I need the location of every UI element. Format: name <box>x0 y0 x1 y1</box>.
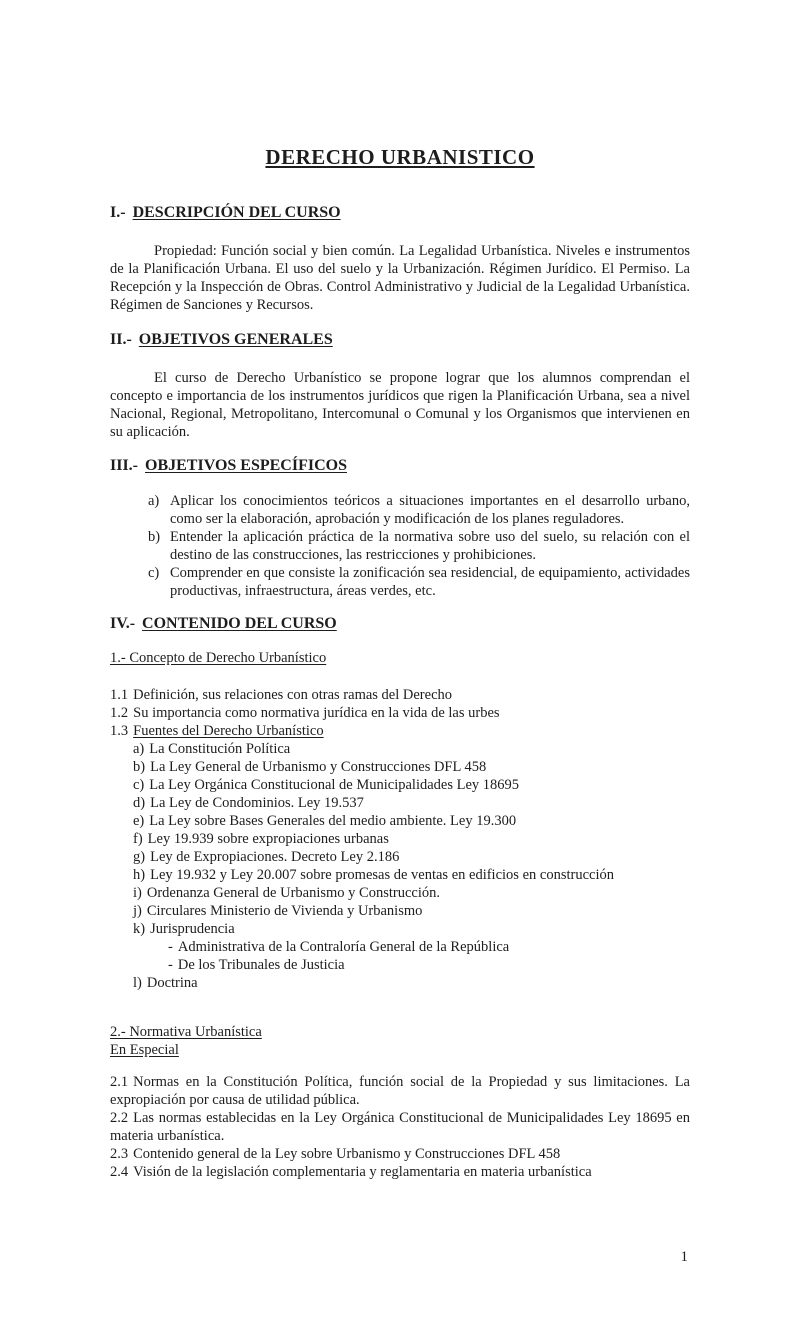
unit2-heading-line1: 2.- Normativa Urbanística <box>110 1024 262 1040</box>
section-heading-objetivos-generales <box>110 330 690 349</box>
item-marker: - <box>168 939 173 955</box>
item-number: 1.3 <box>110 723 129 739</box>
fuente-item <box>133 902 690 920</box>
jurisprudencia-sub-item <box>168 956 690 974</box>
list-item-marker: c) <box>148 565 160 581</box>
item-number: 1.1 <box>110 687 129 703</box>
item-marker: j) <box>133 903 142 919</box>
item-text: La Ley sobre Bases Generales del medio ambiente. Ley 19.300 <box>149 813 517 829</box>
objetivos-especificos-list <box>110 492 690 600</box>
document-title: DERECHO URBANISTICO <box>265 145 535 169</box>
list-item-marker: b) <box>148 529 161 545</box>
numbered-item <box>110 722 690 740</box>
section-number: III.- <box>110 457 139 474</box>
unit1-heading: 1.- Concepto de Derecho Urbanístico <box>110 650 327 666</box>
item-marker: l) <box>133 975 142 991</box>
item-text: Ordenanza General de Urbanismo y Construcción. <box>146 885 440 901</box>
item-text: Su importancia como normativa jurídica en la vida de las urbes <box>133 705 500 721</box>
item-marker: d) <box>133 795 146 811</box>
item-text: Contenido general de la Ley sobre Urbanismo y Construcciones DFL 458 <box>133 1146 561 1162</box>
item-marker: k) <box>133 921 146 937</box>
item-text: La Ley de Condominios. Ley 19.537 <box>150 795 364 811</box>
fuente-item <box>133 740 690 758</box>
item-marker: i) <box>133 885 142 901</box>
jurisprudencia-sub-item <box>168 938 690 956</box>
item-number: 2.4 <box>110 1164 129 1180</box>
numbered-item <box>110 1145 690 1163</box>
section-number: IV.- <box>110 615 136 632</box>
item-text: La Constitución Política <box>149 741 291 757</box>
item-text: Administrativa de la Contraloría General de la República <box>177 939 510 955</box>
numbered-item <box>110 1073 690 1109</box>
item-marker: c) <box>133 777 145 793</box>
item-text: Fuentes del Derecho Urbanístico <box>133 723 324 739</box>
list-item-marker: a) <box>148 493 160 509</box>
item-text: Ley de Expropiaciones. Decreto Ley 2.186 <box>150 849 400 865</box>
list-item-text: Comprender en que consiste la zonificación sea residencial, de equipamiento, actividades productivas, infraestructura, áreas verdes, etc. <box>170 565 690 599</box>
item-text: Ley 19.932 y Ley 20.007 sobre promesas de ventas en edificios en construcción <box>150 867 614 883</box>
unit2-heading-line2: En Especial <box>110 1042 179 1058</box>
item-text: Ley 19.939 sobre expropiaciones urbanas <box>147 831 389 847</box>
section-title: OBJETIVOS GENERALES <box>138 331 333 348</box>
item-text: De los Tribunales de Justicia <box>177 957 345 973</box>
document-content <box>110 146 690 1181</box>
item-marker: b) <box>133 759 146 775</box>
list-item <box>148 528 690 564</box>
item-text: Definición, sus relaciones con otras ramas del Derecho <box>133 687 453 703</box>
item-marker: h) <box>133 867 146 883</box>
item-number: 1.2 <box>110 705 129 721</box>
item-marker: - <box>168 957 173 973</box>
unit1-items <box>110 686 690 740</box>
item-text: Circulares Ministerio de Vivienda y Urbanismo <box>146 903 423 919</box>
item-marker: g) <box>133 849 146 865</box>
item-marker: f) <box>133 831 143 847</box>
section-title: DESCRIPCIÓN DEL CURSO <box>132 204 341 221</box>
list-item-text: Aplicar los conocimientos teóricos a situaciones importantes en el desarrollo urbano, como ser la elaboración, aprobación y modificación de los planes reguladores. <box>170 493 690 527</box>
fuente-item <box>133 974 690 992</box>
fuente-item <box>133 758 690 776</box>
section-heading-contenido-del-curso <box>110 614 690 633</box>
numbered-item <box>110 686 690 704</box>
item-text: Doctrina <box>146 975 198 991</box>
objetivos-generales-paragraph: El curso de Derecho Urbanístico se propone lograr que los alumnos comprendan el concepto e importancia de los instrumentos jurídicos que rigen la Planificación Urbana, sea a nivel Nacional, Regional, Metropolitano, Intercomunal o Comunal y los Organismos que intervienen en su aplicación. <box>110 370 690 440</box>
item-text: Jurisprudencia <box>150 921 235 937</box>
section-heading-descripcion-del-curso <box>110 203 690 222</box>
fuente-item <box>133 830 690 848</box>
item-number: 2.2 <box>110 1110 129 1126</box>
section-heading-objetivos-especificos <box>110 456 690 475</box>
fuente-item <box>133 776 690 794</box>
list-item <box>148 564 690 600</box>
list-item <box>148 492 690 528</box>
fuente-item <box>133 794 690 812</box>
item-number: 2.3 <box>110 1146 129 1162</box>
fuentes-list <box>110 740 690 992</box>
fuente-item <box>133 812 690 830</box>
item-marker: a) <box>133 741 145 757</box>
item-marker: e) <box>133 813 145 829</box>
list-item-text: Entender la aplicación práctica de la normativa sobre uso del suelo, su relación con el destino de las construcciones, las restricciones y prohibiciones. <box>170 529 690 563</box>
unit2-items <box>110 1073 690 1181</box>
item-text: Visión de la legislación complementaria y reglamentaria en materia urbanística <box>133 1164 592 1180</box>
section-title: OBJETIVOS ESPECÍFICOS <box>145 457 347 474</box>
item-text: La Ley Orgánica Constitucional de Municipalidades Ley 18695 <box>149 777 520 793</box>
numbered-item <box>110 1163 690 1181</box>
page-number: 1 <box>680 1249 688 1265</box>
fuente-item <box>133 920 690 938</box>
numbered-item <box>110 1109 690 1145</box>
item-text: La Ley General de Urbanismo y Construcciones DFL 458 <box>150 759 487 775</box>
item-number: 2.1 <box>110 1074 129 1090</box>
section-title: CONTENIDO DEL CURSO <box>142 615 337 632</box>
section-number: II.- <box>110 331 132 348</box>
fuente-item <box>133 848 690 866</box>
numbered-item <box>110 704 690 722</box>
unit2-heading <box>110 1023 690 1059</box>
fuente-item <box>133 866 690 884</box>
descripcion-paragraph: Propiedad: Función social y bien común. La Legalidad Urbanística. Niveles e instrumentos de la Planificación Urbana. El uso del suelo y la Urbanización. Régimen Jurídico. El Permiso. La Recepción y la Inspección de Obras. Control Administrativo y Judicial de la Legalidad Urbanística. Régimen de Sanciones y Recursos. <box>110 243 690 313</box>
section-number: I.- <box>110 204 126 221</box>
fuente-item <box>133 884 690 902</box>
item-text: Normas en la Constitución Política, función social de la Propiedad y sus limitaciones. La expropiación por causa de utilidad pública. <box>110 1074 690 1108</box>
item-text: Las normas establecidas en la Ley Orgánica Constitucional de Municipalidades Ley 18695 en materia urbanística. <box>110 1110 690 1144</box>
